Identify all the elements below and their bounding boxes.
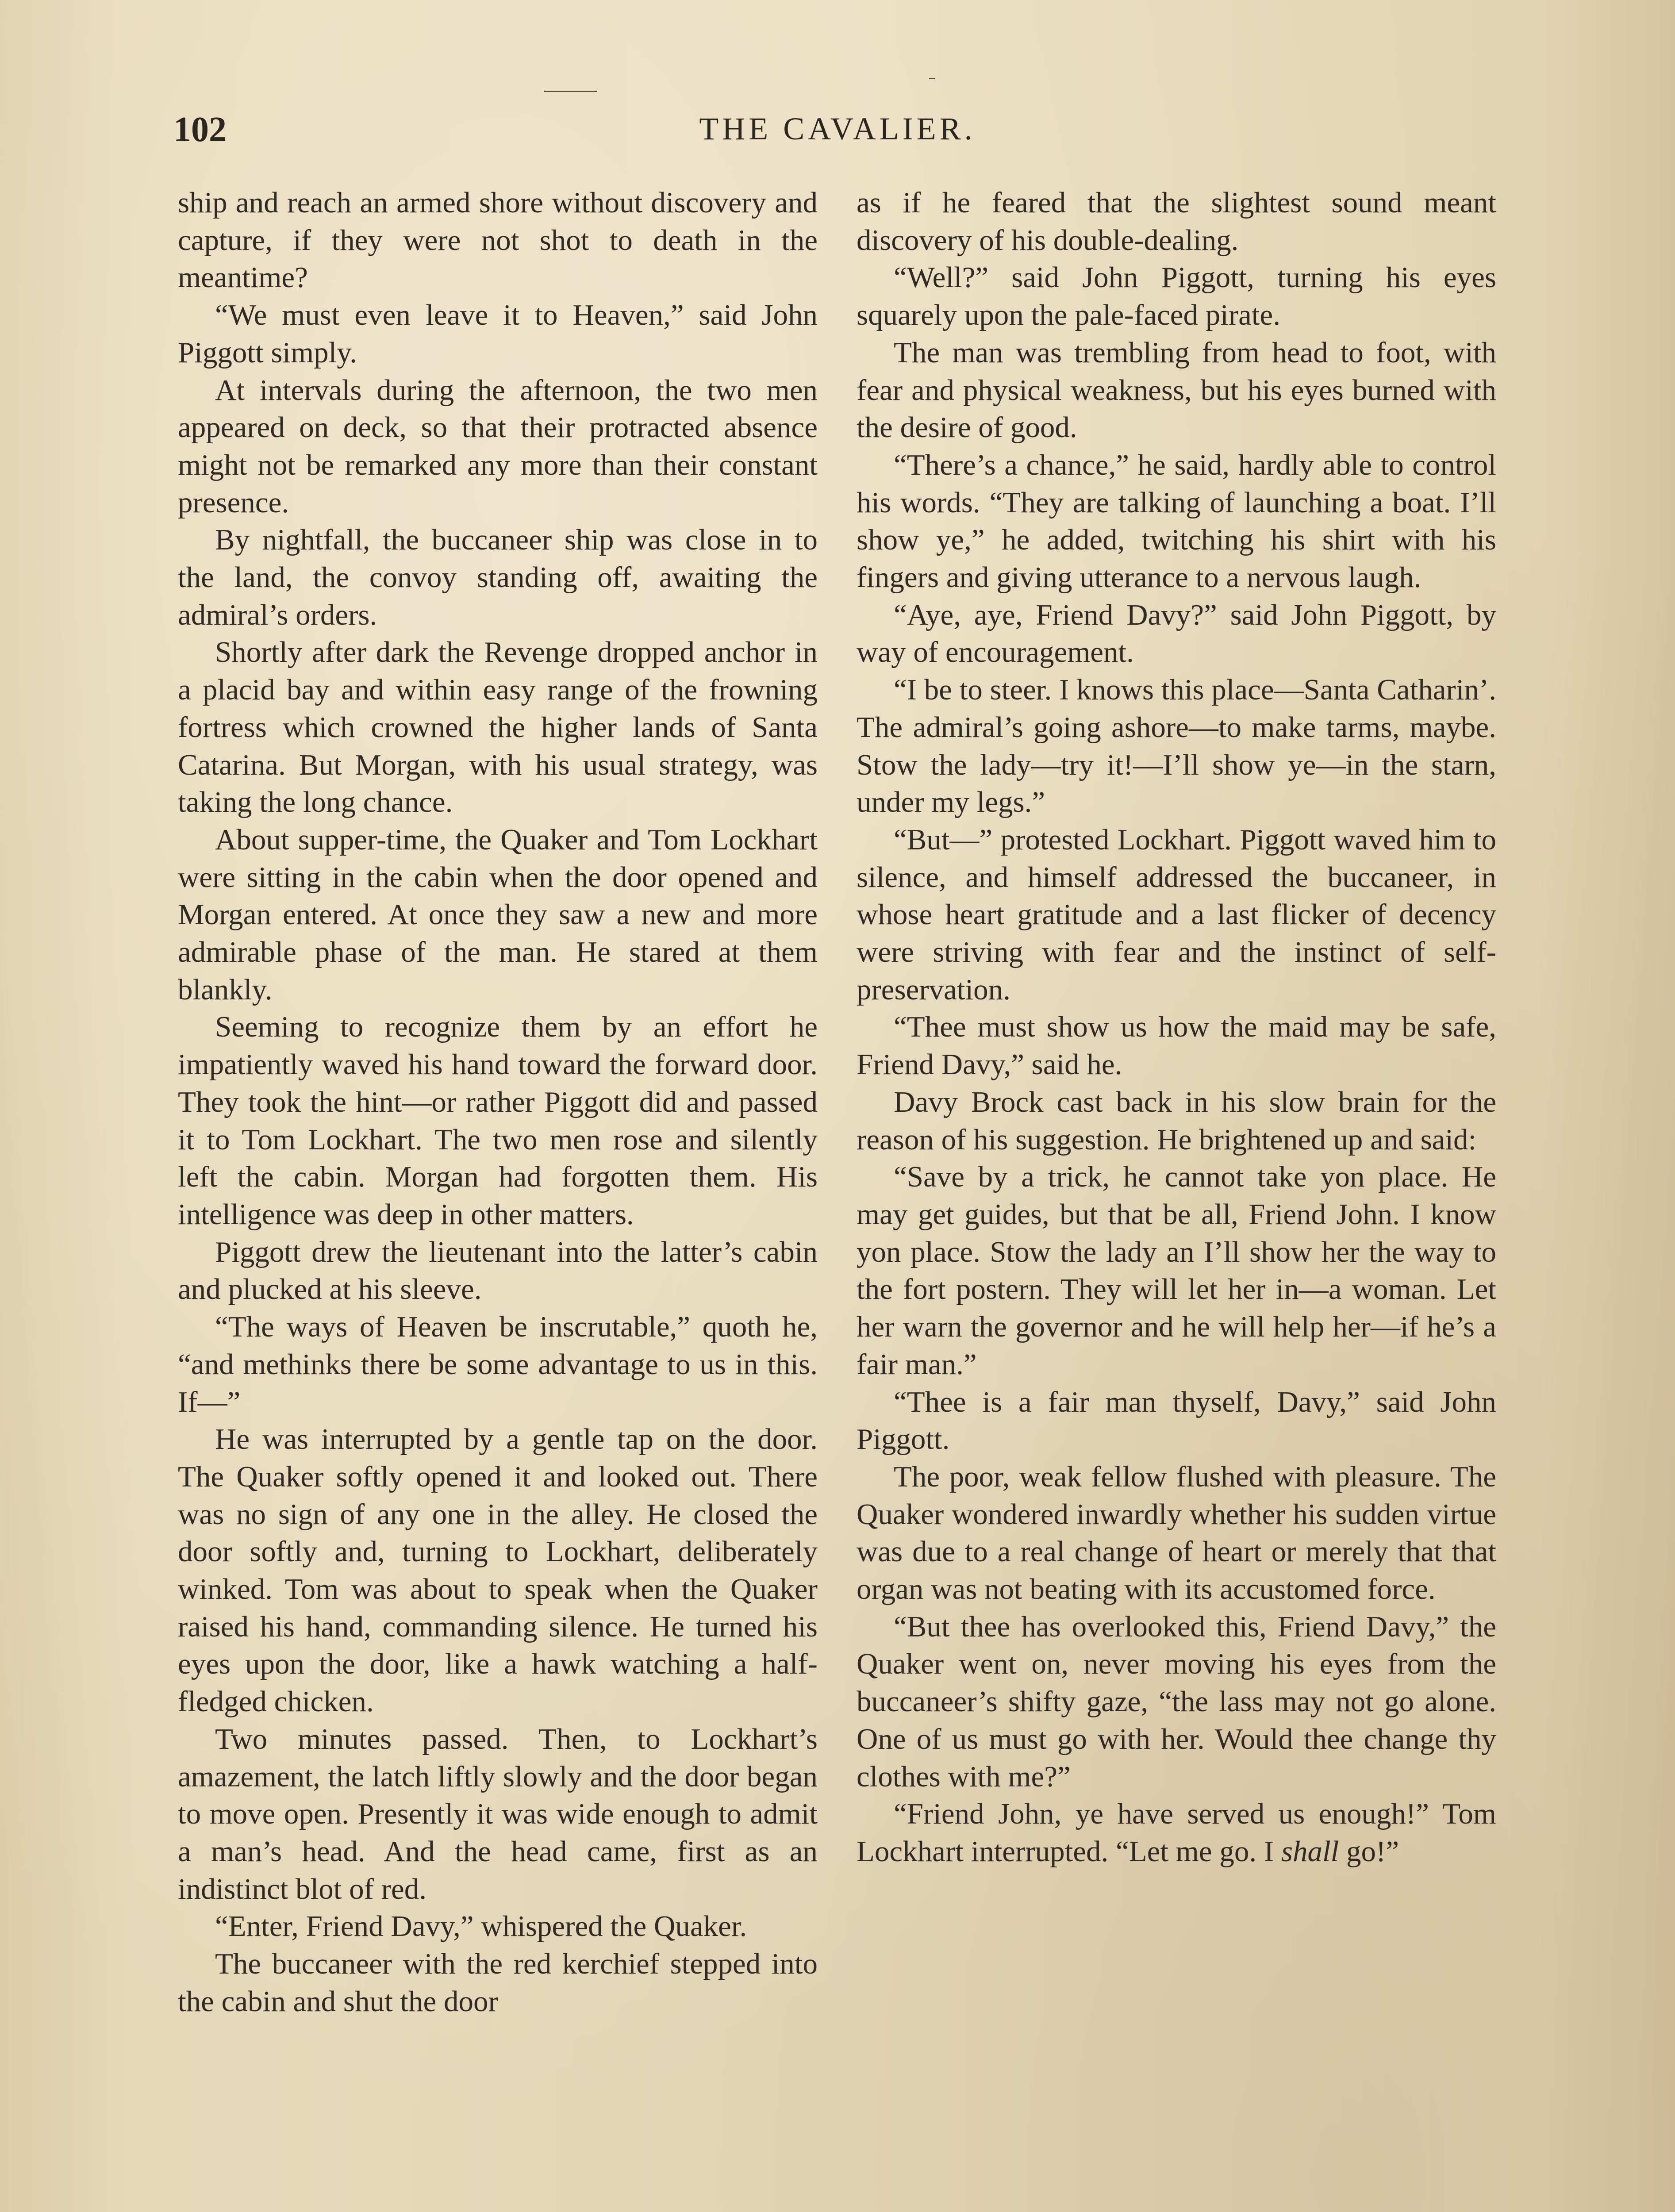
paragraph: “I be to steer. I knows this place—Santa Catharin’. The admiral’s going ashore—to make tarms, maybe. Stow the lady—try it!—I’ll show ye—in the starn, under my legs.” xyxy=(857,673,1496,819)
left-column xyxy=(178,184,818,2212)
paragraph: The poor, weak fellow flushed with pleasure. The Quaker wondered inwardly whether his sudden virtue was due to a real change of heart or merely that that organ was not beating with its accustomed force. xyxy=(857,1460,1496,1606)
paragraph: “Friend John, ye have served us enough!” Tom Lockhart interrupted. “Let me go. I shall go!” xyxy=(857,1797,1496,1868)
paragraph: Seeming to recognize them by an effort he impatiently waved his hand toward the forward door. They took the hint—or rather Piggott did and passed it to Tom Lockhart. The two men rose and silently left the cabin. Morgan had forgotten them. His intelligence was deep in other matters. xyxy=(178,1010,818,1231)
page-number: 102 xyxy=(173,110,227,149)
paragraph: “But thee has overlooked this, Friend Davy,” the Quaker went on, never moving his eyes from the buccaneer’s shifty gaze, “the lass may not go alone. One of us must go with her. Would thee change thy clothes with me?” xyxy=(857,1610,1496,1793)
paragraph: The buccaneer with the red kerchief stepped into the cabin and shut the door xyxy=(178,1947,818,2018)
paragraph: as if he feared that the slightest sound meant discovery of his double-dealing. xyxy=(857,186,1496,257)
paragraph: ship and reach an armed shore without discovery and capture, if they were not shot to death in the meantime? xyxy=(178,186,818,294)
paragraph: Davy Brock cast back in his slow brain for the reason of his suggestion. He brightened up and said: xyxy=(857,1085,1496,1156)
paragraph: “Thee must show us how the maid may be safe, Friend Davy,” said he. xyxy=(857,1010,1496,1081)
paragraph: The man was trembling from head to foot, with fear and physical weakness, but his eyes burned with the desire of good. xyxy=(857,336,1496,444)
emphasis: shall xyxy=(1281,1835,1339,1868)
paragraph: “We must even leave it to Heaven,” said John Piggott simply. xyxy=(178,299,818,369)
page-blemish xyxy=(544,91,597,92)
paragraph: Two minutes passed. Then, to Lockhart’s amazement, the latch liftly slowly and the door began to move open. Presently it was wide enough to admit a man’s head. And the head came, first as an indistinct blot of red. xyxy=(178,1722,818,1905)
paragraph: He was interrupted by a gentle tap on the door. The Quaker softly opened it and looked out. There was no sign of any one in the alley. He closed the door softly and, turning to Lockhart, deliberately winked. Tom was about to speak when the Quaker raised his hand, commanding silence. He turned his eyes upon the door, like a hawk watching a half-fledged chicken. xyxy=(178,1423,818,1718)
paragraph: “There’s a chance,” he said, hardly able to control his words. “They are talking of launching a boat. I’ll show ye,” he added, twitching his shirt with his fingers and giving utterance to a nervous laugh. xyxy=(857,448,1496,594)
page-blemish xyxy=(929,78,935,79)
paragraph: “The ways of Heaven be inscrutable,” quoth he, “and methinks there be some advantage to us in this. If—” xyxy=(178,1310,818,1418)
paragraph: About supper-time, the Quaker and Tom Lockhart were sitting in the cabin when the door opened and Morgan entered. At once they saw a new and more admirable phase of the man. He stared at them blankly. xyxy=(178,823,818,1006)
paragraph: “Enter, Friend Davy,” whispered the Quaker. xyxy=(215,1910,747,1943)
paragraph: “Save by a trick, he cannot take yon place. He may get guides, but that be all, Friend John. I know yon place. Stow the lady an I’ll show her the way to the fort postern. They will let her in—a woman. Let her warn the governor and he will help her—if he’s a fair man.” xyxy=(857,1160,1496,1381)
paragraph: “But—” protested Lockhart. Piggott waved him to silence, and himself addressed the buccaneer, in whose heart gratitude and a last flicker of decency were striving with fear and the instinct of self-preservation. xyxy=(857,823,1496,1006)
paragraph: Piggott drew the lieutenant into the latter’s cabin and plucked at his sleeve. xyxy=(178,1235,818,1306)
paragraph: At intervals during the afternoon, the two men appeared on deck, so that their protracted absence might not be remarked any more than their constant presence. xyxy=(178,373,818,519)
running-head: THE CAVALIER. xyxy=(699,111,976,146)
paragraph: By nightfall, the buccaneer ship was close in to the land, the convoy standing off, awaiting the admiral’s orders. xyxy=(178,523,818,631)
paragraph: “Well?” said John Piggott, turning his eyes squarely upon the pale-faced pirate. xyxy=(857,261,1496,332)
paragraph: “Thee is a fair man thyself, Davy,” said John Piggott. xyxy=(857,1385,1496,1456)
right-column xyxy=(857,184,1496,2212)
paragraph: Shortly after dark the Revenge dropped anchor in a placid bay and within easy range of the frowning fortress which crowned the higher lands of Santa Catarina. But Morgan, with his usual strategy, was taking the long chance. xyxy=(178,636,818,819)
paragraph: “Aye, aye, Friend Davy?” said John Piggott, by way of encouragement. xyxy=(857,598,1496,669)
